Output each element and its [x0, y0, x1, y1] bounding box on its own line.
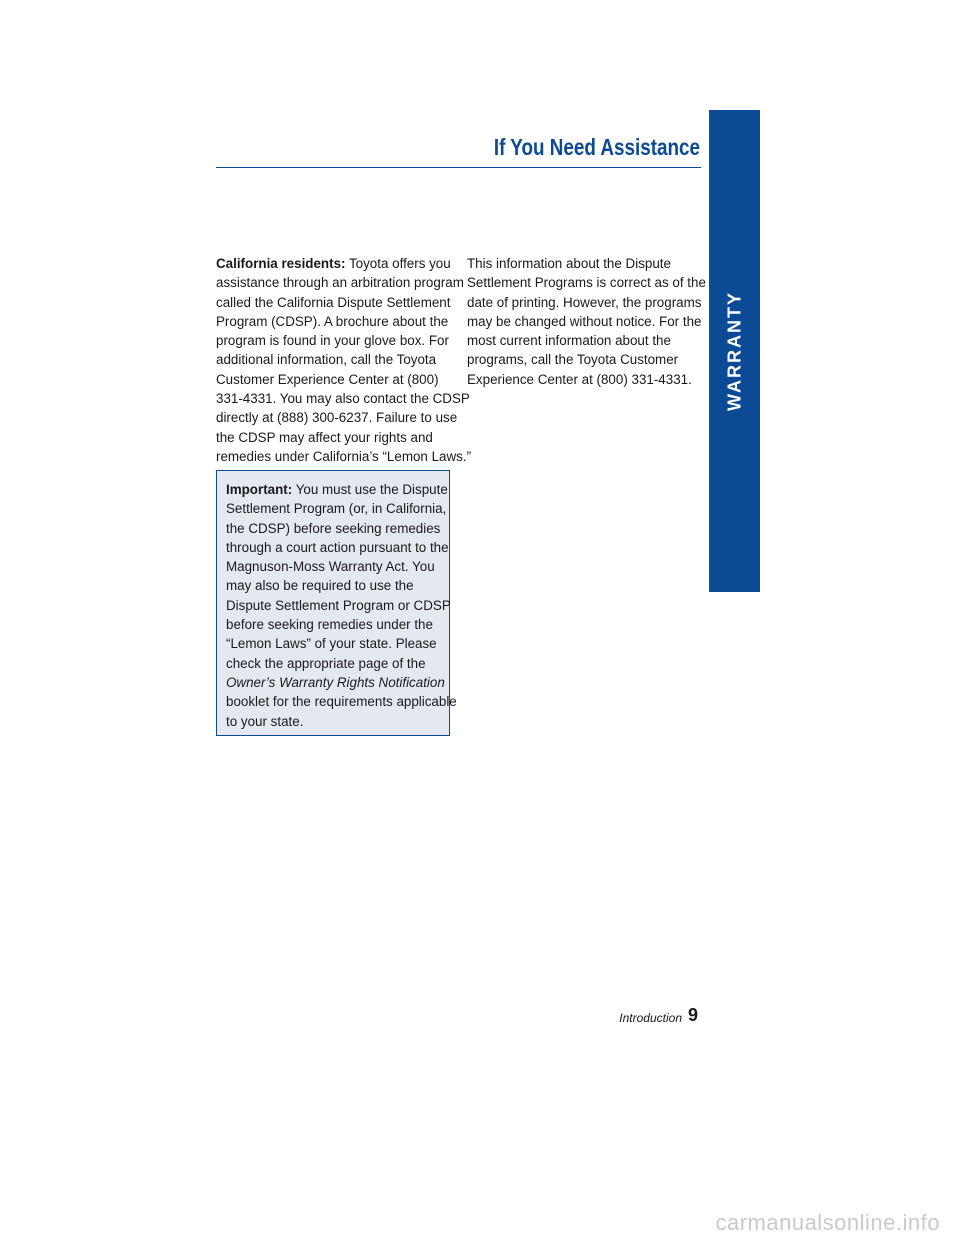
side-tab-label: WARRANTY — [724, 291, 744, 411]
paragraph-line: date of printing. However, the programs — [467, 294, 702, 310]
callout-line: may also be required to use the — [226, 578, 414, 594]
callout-line: Dispute Settlement Program or CDSP — [226, 597, 451, 613]
callout-line: check the appropriate page of the — [226, 655, 426, 671]
watermark-text: carmanualsonline.info — [715, 1210, 940, 1235]
paragraph-line: called the California Dispute Settlement — [216, 294, 451, 310]
paragraph-line-text: Toyota offers you — [348, 256, 451, 271]
paragraph-line: assistance through an arbitration program — [216, 275, 464, 291]
paragraph-line: directly at (888) 300-6237. Failure to use — [216, 410, 458, 426]
paragraph-line — [216, 254, 452, 273]
paragraph-line: Settlement Programs is correct as of the — [467, 275, 706, 291]
title-divider — [216, 167, 701, 168]
paragraph-line: additional information, call the Toyota — [216, 352, 437, 368]
callout-line-text: You must use the Dispute — [295, 482, 448, 497]
california-lead: California residents: — [216, 256, 346, 271]
paragraph-line: 331-4331. You may also contact the CDSP — [216, 391, 470, 407]
paragraph-line: Program (CDSP). A brochure about the — [216, 313, 449, 329]
callout-line: booklet for the requirements applicable — [226, 694, 457, 710]
paragraph-line: Experience Center at (800) 331-4331. — [467, 371, 692, 387]
right-column — [467, 254, 706, 389]
footer-section-label: Introduction — [619, 1011, 682, 1025]
side-tab — [709, 110, 760, 592]
callout-line: the CDSP) before seeking remedies — [226, 520, 441, 536]
callout-line — [226, 480, 450, 499]
page-title: If You Need Assistance — [493, 134, 700, 160]
paragraph-line: the CDSP may affect your rights and — [216, 429, 433, 445]
callout-line: “Lemon Laws” of your state. Please — [226, 636, 437, 652]
callout-line: Magnuson-Moss Warranty Act. You — [226, 559, 435, 575]
left-column — [216, 254, 472, 466]
callout-line: through a court action pursuant to the — [226, 539, 449, 555]
booklet-title: Owner’s Warranty Rights Notification — [226, 674, 445, 690]
page-number: 9 — [688, 1005, 699, 1025]
callout-text — [226, 480, 457, 731]
callout-line: to your state. — [226, 713, 304, 729]
callout-line: before seeking remedies under the — [226, 617, 433, 633]
important-callout — [216, 470, 457, 736]
paragraph-line: programs, call the Toyota Customer — [467, 352, 679, 368]
paragraph-line: remedies under California’s “Lemon Laws.” — [216, 448, 472, 464]
paragraph-line: may be changed without notice. For the — [467, 313, 702, 329]
paragraph-line: Customer Experience Center at (800) — [216, 371, 439, 387]
paragraph-line: This information about the Dispute — [467, 256, 671, 271]
callout-lead: Important: — [226, 482, 293, 497]
paragraph-line: most current information about the — [467, 333, 671, 349]
callout-line: Settlement Program (or, in California, — [226, 501, 447, 517]
california-paragraph — [216, 254, 472, 466]
paragraph-line: program is found in your glove box. For — [216, 333, 449, 349]
